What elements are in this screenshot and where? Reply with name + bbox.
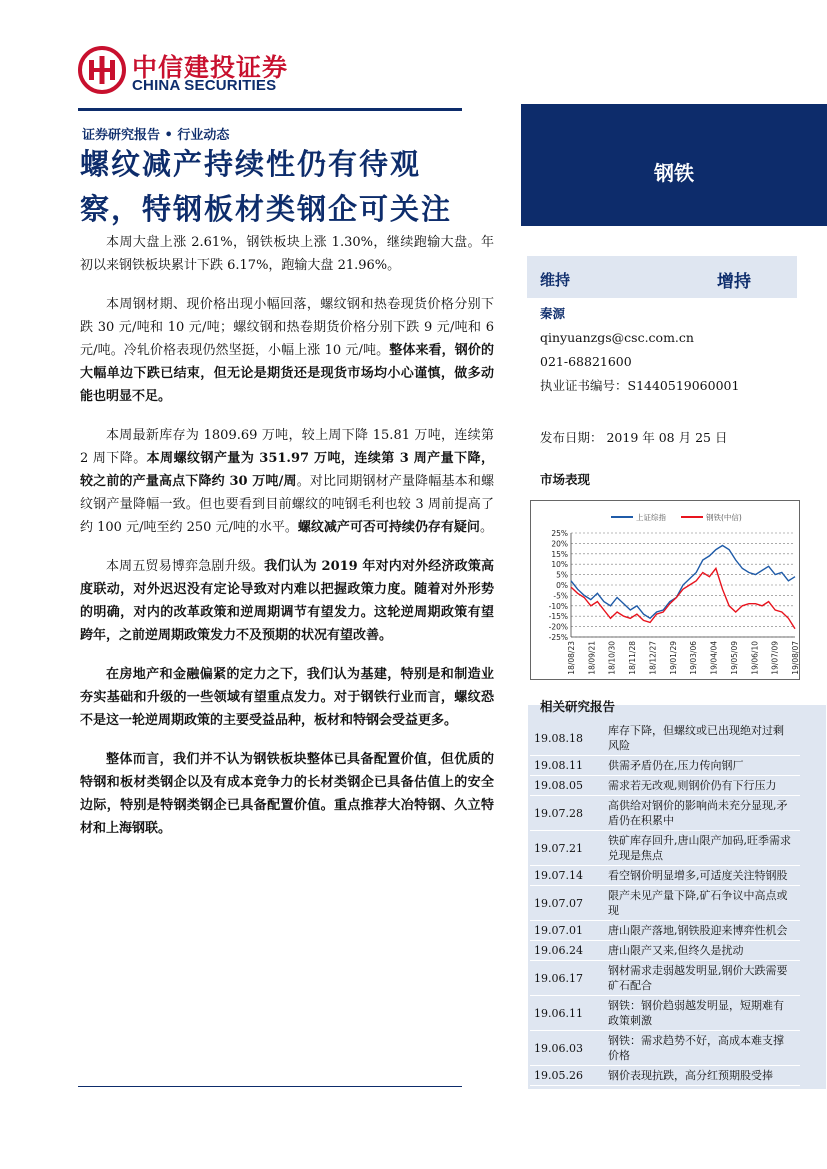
related-report-row[interactable] bbox=[530, 866, 800, 886]
body-text: 本周最新库存为 1809.69 万吨，较上周下降 15.81 万吨，连续第 2 周下降。 bbox=[80, 428, 494, 466]
report-title bbox=[80, 142, 510, 232]
footer-rule bbox=[78, 1086, 462, 1087]
brand-logo bbox=[78, 44, 318, 96]
related-report-date: 19.08.05 bbox=[534, 779, 583, 792]
related-report-row[interactable] bbox=[530, 756, 800, 776]
related-report-row[interactable] bbox=[530, 721, 800, 756]
analyst-phone: 021-68821600 bbox=[540, 354, 632, 369]
y-tick-label: 20% bbox=[551, 539, 568, 549]
report-type: 证券研究报告 • 行业动态 bbox=[82, 128, 230, 143]
body-paragraph bbox=[80, 424, 494, 539]
x-tick-label: 18/10/30 bbox=[607, 641, 617, 675]
related-report-title[interactable]: 需求若无改观,则钢价仍有下行压力 bbox=[608, 779, 777, 792]
related-report-title[interactable]: 限产未见产量下降,矿石争议中高点或现 bbox=[608, 889, 788, 917]
related-report-title[interactable]: 钢材需求走弱越发明显,钢价大跌需要矿石配合 bbox=[608, 964, 788, 992]
citic-logo-icon bbox=[78, 46, 126, 94]
body-text: 本周大盘上涨 2.61%，钢铁板块上涨 1.30%，继续跑输大盘。年初以来钢铁板块累计下跌 6.17%，跑输大盘 21.96%。 bbox=[80, 235, 494, 273]
emphasis-text: 我们认为 2019 年对内对外经济政策高度联动，对外迟迟没有定论导致对内难以把握政策力度。随着对外形势的明确，对内的改革政策和逆周期调节有望发力。这轮逆周期政策有望跨年，之前逆周期政策发力不及预期的状况有望改善。 bbox=[80, 559, 494, 643]
y-tick-label: -5% bbox=[553, 591, 568, 601]
x-tick-label: 19/05/09 bbox=[729, 641, 739, 675]
y-tick-label: -10% bbox=[548, 601, 568, 611]
related-report-date: 19.07.14 bbox=[534, 869, 583, 882]
y-tick-label: 0% bbox=[556, 581, 568, 590]
rating-label: 维持 bbox=[540, 271, 571, 289]
related-report-title[interactable]: 唐山限产又来,但终久是扰动 bbox=[608, 944, 744, 957]
y-tick-label: 25% bbox=[551, 529, 568, 538]
analyst-name: 秦源 bbox=[540, 306, 566, 321]
title-line: 察，特钢板材类钢企可关注 bbox=[80, 192, 453, 226]
related-report-date: 19.05.26 bbox=[534, 1069, 583, 1082]
legend-label: 钢铁(中信) bbox=[706, 513, 742, 522]
related-report-row[interactable] bbox=[530, 796, 800, 831]
sector-name: 钢铁 bbox=[654, 161, 694, 185]
x-tick-label: 19/03/06 bbox=[689, 641, 699, 675]
rating-band bbox=[527, 256, 797, 298]
series-line-0 bbox=[571, 546, 795, 619]
related-report-date: 19.07.28 bbox=[534, 806, 583, 820]
emphasis-text: 整体来看，钢价的大幅单边下跌已结束，但无论是期货还是现货市场均小心谨慎，做多动能也明显不足。 bbox=[80, 343, 494, 404]
x-tick-label: 18/09/21 bbox=[587, 641, 597, 675]
emphasis-text: 本周螺纹钢产量为 351.97 万吨，连续第 3 周产量下降，较之前的产量高点下降约 30 万吨/周 bbox=[80, 451, 494, 489]
series-line-1 bbox=[571, 568, 795, 628]
x-tick-label: 18/12/27 bbox=[648, 641, 658, 675]
y-tick-label: -25% bbox=[548, 633, 568, 642]
related-report-date: 19.07.07 bbox=[534, 896, 583, 910]
related-report-title[interactable]: 供需矛盾仍在,压力传向钢厂 bbox=[608, 759, 744, 772]
body-text: 本周钢材期、现价格出现小幅回落，螺纹钢和热卷现货价格分别下跌 30 元/吨和 10 元/吨；螺纹钢和热卷期货价格分别下跌 9 元/吨和 6 元/吨。冷轧价格表现仍然坚挺，小幅上涨 10 元/吨。 bbox=[80, 297, 494, 358]
related-heading: 相关研究报告 bbox=[540, 699, 616, 714]
body-paragraph bbox=[80, 293, 494, 408]
related-report-date: 19.08.11 bbox=[534, 759, 583, 772]
market-heading: 市场表现 bbox=[540, 472, 591, 487]
related-report-date: 19.06.17 bbox=[534, 971, 583, 985]
related-report-title[interactable]: 高供给对钢价的影响尚未充分显现,矛盾仍在积累中 bbox=[608, 799, 788, 827]
title-line: 螺纹减产持续性仍有待观 bbox=[80, 147, 422, 181]
related-report-row[interactable] bbox=[530, 1031, 800, 1066]
related-report-date: 19.07.01 bbox=[534, 924, 583, 937]
body-paragraph bbox=[80, 663, 494, 732]
x-tick-label: 19/08/07 bbox=[791, 641, 800, 675]
related-report-row[interactable] bbox=[530, 941, 800, 961]
body-text: 。 bbox=[479, 520, 493, 535]
body-paragraph bbox=[80, 555, 494, 647]
x-tick-label: 19/07/09 bbox=[770, 641, 780, 675]
x-tick-label: 18/08/23 bbox=[567, 641, 576, 675]
report-body bbox=[80, 231, 494, 856]
y-tick-label: 15% bbox=[551, 549, 568, 559]
related-report-row[interactable] bbox=[530, 961, 800, 996]
related-report-title[interactable]: 看空钢价明显增多,可适度关注特钢股 bbox=[608, 869, 788, 882]
y-tick-label: -20% bbox=[548, 622, 568, 632]
x-tick-label: 18/11/28 bbox=[628, 641, 638, 675]
related-report-row[interactable] bbox=[530, 921, 800, 941]
emphasis-text: 螺纹减产可否可持续仍存有疑问 bbox=[297, 520, 480, 535]
analyst-info bbox=[540, 302, 739, 398]
x-tick-label: 19/04/04 bbox=[709, 641, 719, 675]
body-paragraph bbox=[80, 231, 494, 277]
emphasis-text: 螺纹恐不是这一轮逆周期政策的主要受益品种，板材和特钢会受益更多。 bbox=[80, 690, 494, 728]
analyst-cert: 执业证书编号：S1440519060001 bbox=[540, 378, 740, 393]
body-paragraph bbox=[80, 748, 494, 840]
related-report-title[interactable]: 钢铁：钢价趋弱越发明显，短期难有政策刺激 bbox=[608, 999, 784, 1027]
market-chart bbox=[530, 500, 800, 680]
y-tick-label: 10% bbox=[551, 560, 568, 570]
analyst-email[interactable]: qinyuanzgs@csc.com.cn bbox=[540, 330, 694, 345]
y-tick-label: 5% bbox=[556, 570, 568, 580]
related-report-row[interactable] bbox=[530, 776, 800, 796]
related-report-title[interactable]: 库存下降，但螺纹或已出现绝对过剩风险 bbox=[608, 724, 784, 752]
chart-svg bbox=[531, 501, 801, 681]
related-report-date: 19.08.18 bbox=[534, 731, 583, 745]
related-report-row[interactable] bbox=[530, 831, 800, 866]
related-report-title[interactable]: 铁矿库存回升,唐山限产加码,旺季需求兑现是焦点 bbox=[608, 834, 791, 862]
brand-name-cn: 中信建投证券 bbox=[132, 53, 289, 82]
related-report-date: 19.06.24 bbox=[534, 944, 583, 957]
x-tick-label: 19/06/10 bbox=[750, 641, 760, 675]
sector-box bbox=[521, 104, 827, 226]
related-report-date: 19.06.03 bbox=[534, 1041, 583, 1055]
emphasis-text: 在房地产和金融偏紧的定力之下，我们认为基建，特别是和制造业夯实基础和升级的一些领域有望重点发力。对于钢铁行业而言， bbox=[80, 667, 494, 705]
rating-value: 增持 bbox=[717, 272, 751, 292]
related-reports-list bbox=[530, 721, 800, 1086]
related-report-date: 19.06.11 bbox=[534, 1006, 583, 1020]
x-tick-label: 19/01/29 bbox=[668, 641, 678, 675]
related-report-row[interactable] bbox=[530, 1066, 800, 1086]
body-text: 。对比同期钢材产量降幅基本和螺纹钢产量降幅一致。但也要看到目前螺纹的吨钢毛利也较 3 周前提高了约 100 元/吨至约 250 元/吨的水平。 bbox=[80, 474, 494, 535]
related-report-title[interactable]: 钢铁：需求趋势不好，高成本难支撑价格 bbox=[608, 1034, 784, 1062]
header-rule bbox=[78, 108, 462, 111]
brand-name-en: CHINA SECURITIES bbox=[132, 77, 277, 94]
emphasis-text: 整体而言，我们并不认为钢铁板块整体已具备配置价值，但优质的特钢和板材类钢企以及有成本竞争力的长材类钢企已具备估值上的安全边际，特别是特钢类钢企已具备配置价值。重点推荐大冶特钢、久立特材和上海钢联。 bbox=[80, 752, 494, 836]
legend-label: 上证综指 bbox=[636, 513, 666, 522]
publish-date: 发布日期： 2019 年 08 月 25 日 bbox=[540, 430, 728, 445]
related-report-title[interactable]: 钢价表现抗跌，高分红预期股受捧 bbox=[608, 1069, 773, 1082]
related-report-row[interactable] bbox=[530, 886, 800, 921]
related-report-row[interactable] bbox=[530, 996, 800, 1031]
related-report-title[interactable]: 唐山限产落地,钢铁股迎来博弈性机会 bbox=[608, 924, 788, 937]
body-text: 本周五贸易博弈急剧升级。 bbox=[106, 559, 265, 574]
related-report-date: 19.07.21 bbox=[534, 841, 583, 855]
y-tick-label: -15% bbox=[548, 612, 568, 622]
